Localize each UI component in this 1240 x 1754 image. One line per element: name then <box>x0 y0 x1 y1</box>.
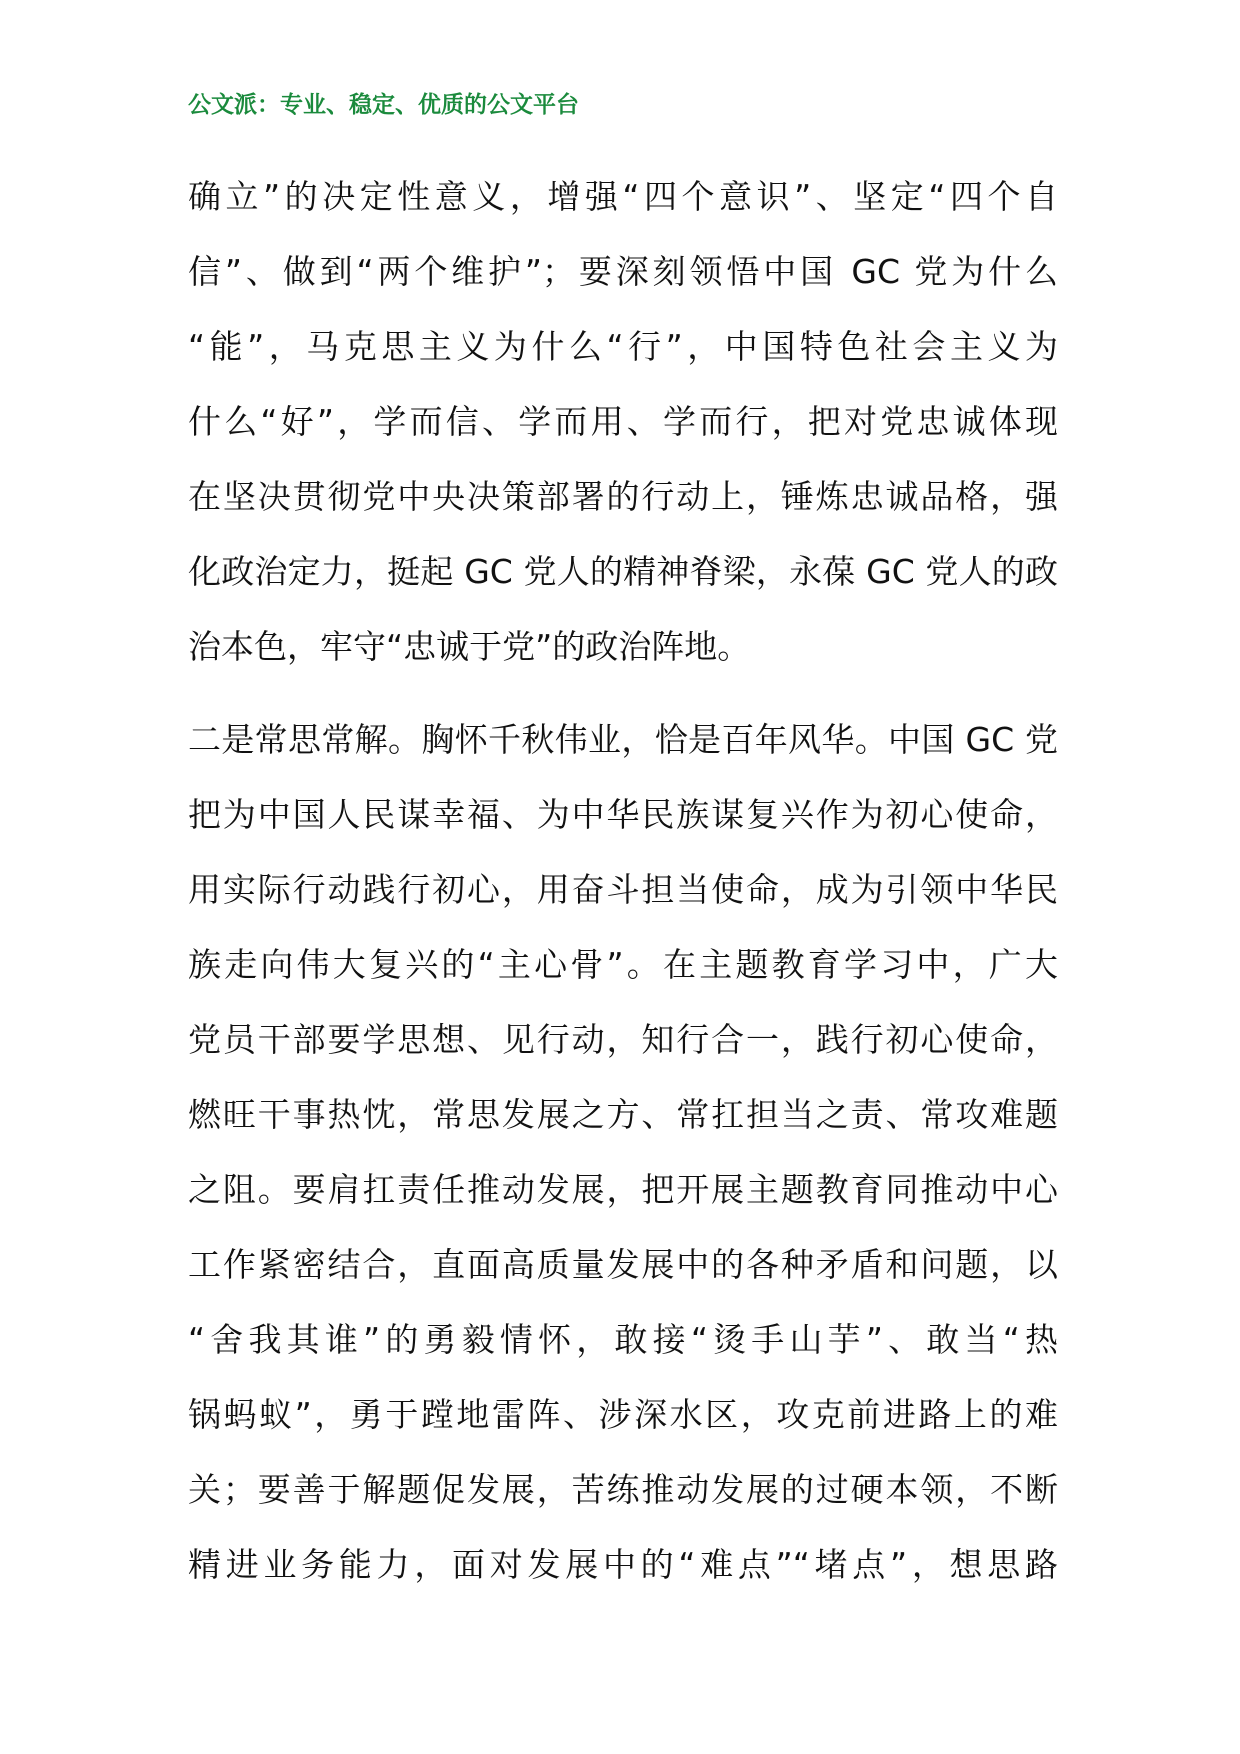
header-title: 公文派：专业、稳定、优质的公文平台 <box>188 91 579 118</box>
paragraph-1-line: 在坚决贯彻党中央决策部署的行动上，锤炼忠诚品格，强 <box>188 477 1058 516</box>
paragraph-1-line: “能”，马克思主义为什么“行”，中国特色社会主义为 <box>188 327 1058 366</box>
paragraph-2-line: 锅蚂蚁”，勇于蹚地雷阵、涉深水区，攻克前进路上的难 <box>188 1395 1058 1434</box>
paragraph-2-line: 族走向伟大复兴的“主心骨”。在主题教育学习中，广大 <box>188 945 1058 984</box>
paragraph-1-line: 确立”的决定性意义，增强“四个意识”、坚定“四个自 <box>188 177 1058 216</box>
paragraph-2-line: 工作紧密结合，直面高质量发展中的各种矛盾和问题，以 <box>188 1245 1058 1284</box>
paragraph-1-line: 治本色，牢守“忠诚于党”的政治阵地。 <box>188 627 751 666</box>
paragraph-2-line: 用实际行动践行初心，用奋斗担当使命，成为引领中华民 <box>188 870 1058 909</box>
paragraph-2-line: 燃旺干事热忱，常思发展之方、常扛担当之责、常攻难题 <box>188 1095 1058 1134</box>
paragraph-1-line: 什么“好”，学而信、学而用、学而行，把对党忠诚体现 <box>188 402 1058 441</box>
paragraph-2-line: 党员干部要学思想、见行动，知行合一，践行初心使命， <box>188 1020 1058 1059</box>
paragraph-1-line: 信”、做到“两个维护”；要深刻领悟中国 GC 党为什么 <box>188 252 1058 291</box>
paragraph-1 <box>188 159 1058 684</box>
paragraph-2-line: 二是常思常解。胸怀千秋伟业，恰是百年风华。中国 GC 党 <box>188 720 1058 759</box>
paragraph-2-line: 之阻。要肩扛责任推动发展，把开展主题教育同推动中心 <box>188 1170 1058 1209</box>
paragraph-2 <box>188 702 1058 1602</box>
paragraph-2-line: 精进业务能力，面对发展中的“难点”“堵点”，想思路 <box>188 1545 1058 1584</box>
paragraph-2-line: 把为中国人民谋幸福、为中华民族谋复兴作为初心使命， <box>188 795 1058 834</box>
paragraph-2-line: “舍我其谁”的勇毅情怀，敢接“烫手山芋”、敢当“热 <box>188 1320 1058 1359</box>
paragraph-2-line: 关；要善于解题促发展，苦练推动发展的过硬本领，不断 <box>188 1470 1058 1509</box>
paragraph-1-line: 化政治定力，挺起 GC 党人的精神脊梁，永葆 GC 党人的政 <box>188 552 1058 591</box>
